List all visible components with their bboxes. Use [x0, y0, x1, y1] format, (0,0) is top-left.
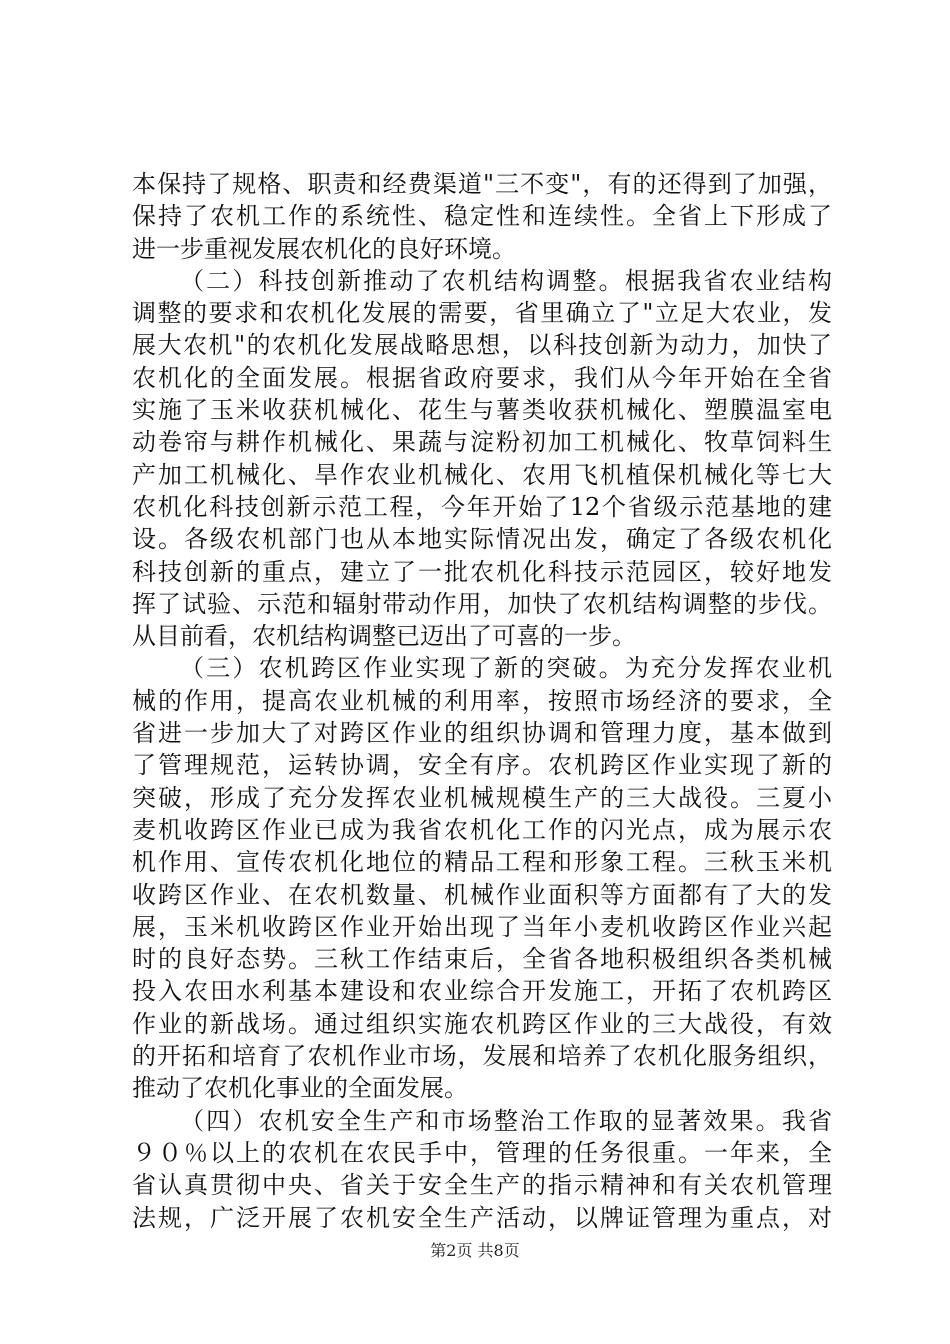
text-line: 省进一步加大了对跨区作业的组织协调和管理力度，基本做到 [132, 719, 832, 748]
text-line: 机作用、宣传农机化地位的精品工程和形象工程。三秋玉米机 [132, 848, 832, 877]
document-body [132, 168, 832, 1234]
text-line: 麦机收跨区作业已成为我省农机化工作的闪光点，成为展示农 [132, 815, 832, 844]
text-line: 展，玉米机收跨区作业开始出现了当年小麦机收跨区作业兴起 [132, 912, 832, 941]
page-number-label: 第2页 共8页 [430, 1241, 520, 1260]
text-line: 挥了试验、示范和辐射带动作用，加快了农机结构调整的步伐。 [132, 589, 832, 618]
text-line: 了管理规范，运转协调，安全有序。农机跨区作业实现了新的 [132, 751, 832, 780]
text-line: 从目前看，农机结构调整已迈出了可喜的一步。 [132, 622, 636, 651]
text-line: 保持了农机工作的系统性、稳定性和连续性。全省上下形成了 [132, 202, 832, 231]
text-line: 省认真贯彻中央、省关于安全生产的指示精神和有关农机管理 [132, 1171, 832, 1200]
text-line: 法规，广泛开展了农机安全生产活动，以牌证管理为重点，对 [132, 1203, 832, 1232]
text-line: 进一步重视发展农机化的良好环境。 [132, 234, 516, 263]
paragraph-first-line: （四）农机安全生产和市场整治工作取的显著效果。我省 [180, 1106, 832, 1135]
text-line: 本保持了规格、职责和经费渠道"三不变"，有的还得到了加强， [132, 170, 832, 198]
text-line: 的开拓和培育了农机作业市场，发展和培养了农机化服务组织， [132, 1042, 832, 1071]
text-line: 推动了农机化事业的全面发展。 [132, 1074, 468, 1103]
text-line: 收跨区作业、在农机数量、机械作业面积等方面都有了大的发 [132, 880, 832, 909]
text-line: 农机化科技创新示范工程，今年开始了12个省级示范基地的建 [132, 492, 832, 521]
text-line: 调整的要求和农机化发展的需要，省里确立了"立足大农业，发 [132, 299, 832, 328]
text-line: 科技创新的重点，建立了一批农机化科技示范园区，较好地发 [132, 557, 832, 586]
text-line: 投入农田水利基本建设和农业综合开发施工，开拓了农机跨区 [132, 977, 832, 1006]
text-line: 突破，形成了充分发挥农业机械规模生产的三大战役。三夏小 [132, 783, 832, 812]
text-line: ９０％以上的农机在农民手中，管理的任务很重。一年来，全 [132, 1138, 832, 1167]
paragraph-first-line: （二）科技创新推动了农机结构调整。根据我省农业结构 [180, 266, 832, 295]
text-line: 时的良好态势。三秋工作结束后，全省各地积极组织各类机械 [132, 945, 832, 974]
text-line: 动卷帘与耕作机械化、果蔬与淀粉初加工机械化、牧草饲料生 [132, 428, 832, 457]
text-line: 展大农机"的农机化发展战略思想，以科技创新为动力，加快了 [132, 331, 832, 360]
text-line: 产加工机械化、旱作农业机械化、农用飞机植保机械化等七大 [132, 460, 832, 489]
text-line: 实施了玉米收获机械化、花生与薯类收获机械化、塑膜温室电 [132, 396, 832, 425]
page-footer [0, 1241, 950, 1261]
text-line: 械的作用，提高农业机械的利用率，按照市场经济的要求，全 [132, 686, 832, 715]
text-line: 农机化的全面发展。根据省政府要求，我们从今年开始在全省 [132, 363, 832, 392]
paragraph-first-line: （三）农机跨区作业实现了新的突破。为充分发挥农业机 [180, 654, 832, 683]
text-line: 设。各级农机部门也从本地实际情况出发，确定了各级农机化 [132, 525, 832, 554]
text-line: 作业的新战场。通过组织实施农机跨区作业的三大战役，有效 [132, 1009, 832, 1038]
